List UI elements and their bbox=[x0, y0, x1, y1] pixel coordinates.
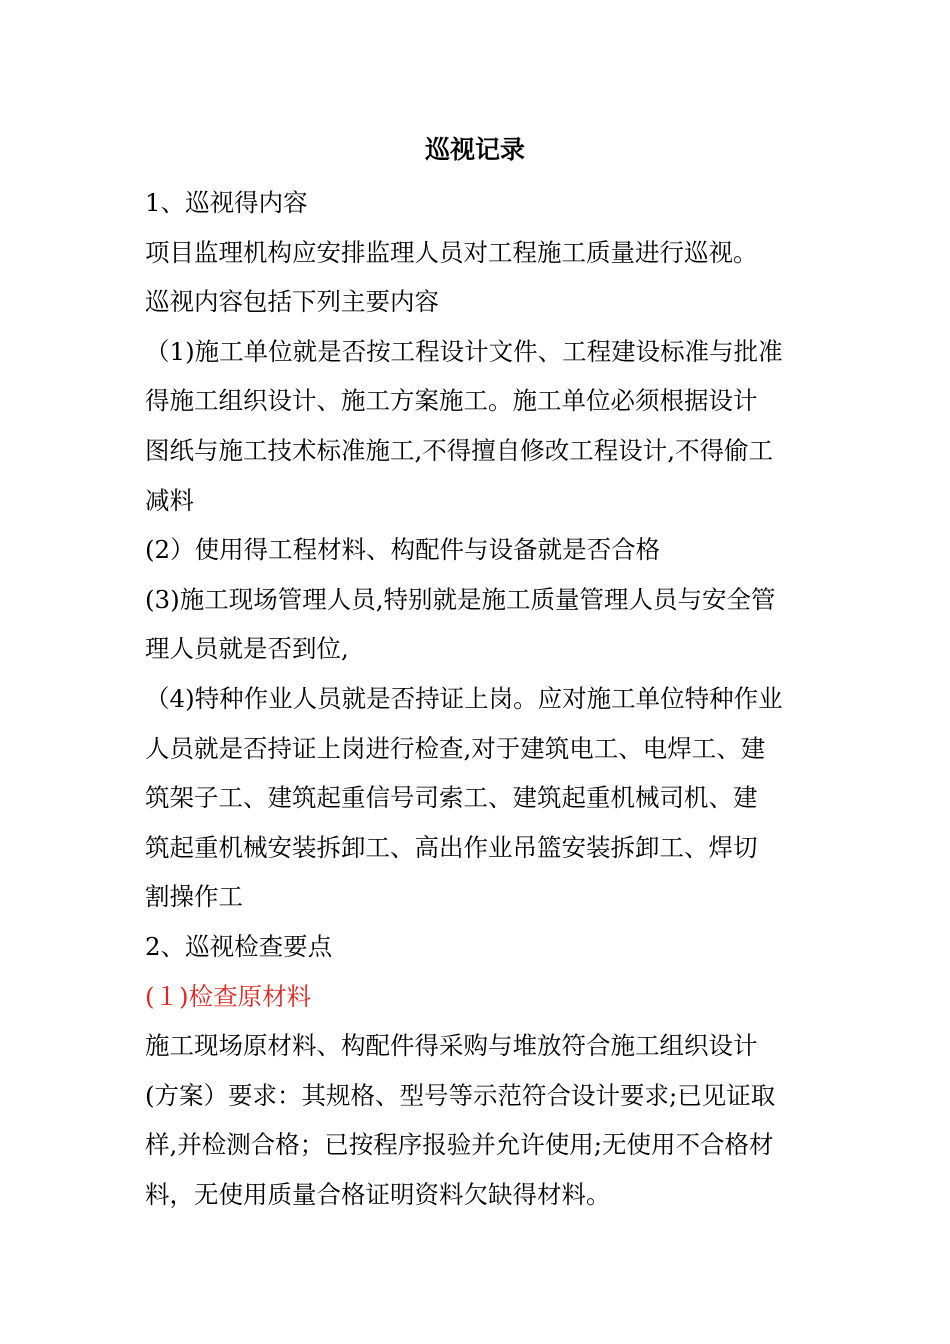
paragraph-line: 样,并检测合格；已按程序报验并允许使用;无使用不合格材 bbox=[145, 1130, 774, 1160]
paragraph-line: 割操作工 bbox=[145, 882, 243, 912]
paragraph-line: 减料 bbox=[145, 485, 194, 515]
document-body bbox=[145, 178, 815, 1219]
paragraph-line: 理人员就是否到位, bbox=[145, 634, 349, 664]
paragraph-line: 巡视内容包括下列主要内容 bbox=[145, 287, 439, 317]
paragraph-line: (2）使用得工程材料、构配件与设备就是否合格 bbox=[145, 535, 661, 565]
paragraph-line: 人员就是否持证上岗进行检查,对于建筑电工、电焊工、建 bbox=[145, 733, 766, 763]
paragraph-line: (3)施工现场管理人员,特别就是施工质量管理人员与安全管 bbox=[145, 584, 776, 614]
paragraph-line: 筑起重机械安装拆卸工、高出作业吊篮安装拆卸工、焊切 bbox=[145, 832, 758, 862]
paragraph-line: （1)施工单位就是否按工程设计文件、工程建设标准与批准 bbox=[145, 336, 783, 366]
paragraph-line: 得施工组织设计、施工方案施工。施工单位必须根据设计 bbox=[145, 386, 758, 416]
paragraph-line: （4)特种作业人员就是否持证上岗。应对施工单位特种作业 bbox=[145, 683, 783, 713]
paragraph-line: 项目监理机构应安排监理人员对工程施工质量进行巡视。 bbox=[145, 237, 758, 267]
paragraph-line: (方案）要求：其规格、型号等示范符合设计要求;已见证取 bbox=[145, 1080, 776, 1110]
section-heading-1: 1、巡视得内容 bbox=[145, 188, 308, 217]
paragraph-line: 筑架子工、建筑起重信号司索工、建筑起重机械司机、建 bbox=[145, 783, 758, 813]
page-title: 巡视记录 bbox=[424, 135, 525, 164]
subheading-red: (１)检查原材料 bbox=[145, 981, 312, 1011]
paragraph-line: 料，无使用质量合格证明资料欠缺得材料。 bbox=[145, 1179, 611, 1209]
paragraph-line: 施工现场原材料、构配件得采购与堆放符合施工组织设计 bbox=[145, 1031, 758, 1061]
section-heading-2: 2、巡视检查要点 bbox=[145, 931, 333, 961]
paragraph-line: 图纸与施工技术标准施工,不得擅自修改工程设计,不得偷工 bbox=[145, 435, 774, 465]
